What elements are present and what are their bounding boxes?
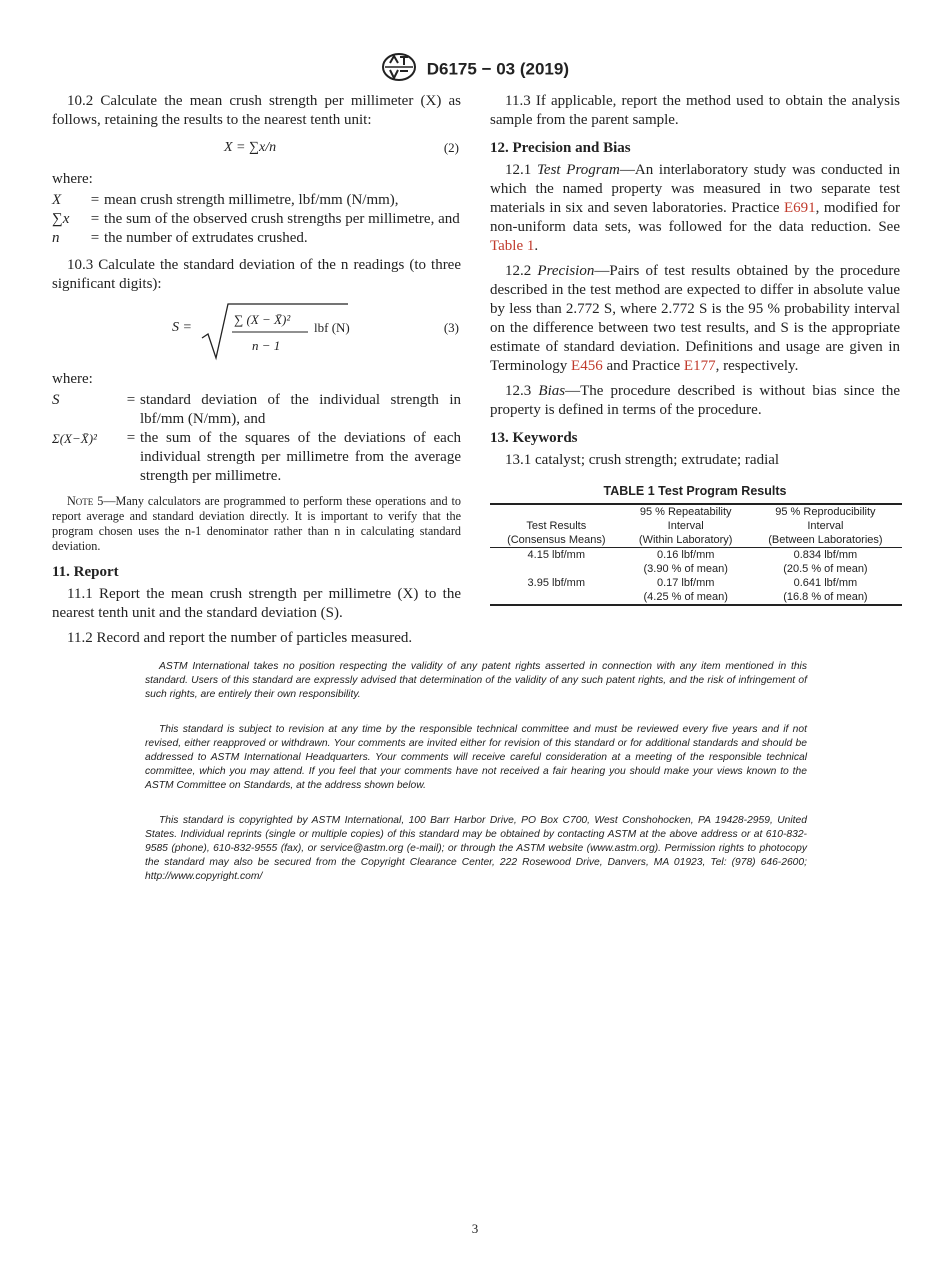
section-10-2: 10.2 Calculate the mean crush strength per millimeter (X) as follows, retaining the results to the nearest tenth unit: (52, 93, 461, 128)
note-text: —Many calculators are programmed to perform these operations and to report average and standard deviation directly. It is important to verify that the program chosen uses the n-1 denominator rather than n in calculating standard deviation. (52, 494, 462, 553)
section-11-heading: 11. Report (52, 564, 119, 580)
table-cell: 0.834 lbf/mm (793, 549, 858, 561)
definition-equals: = (90, 211, 100, 227)
results-table (490, 503, 902, 606)
table-cell: 3.95 lbf/mm (527, 577, 586, 589)
definition-symbol: S (52, 392, 60, 408)
equation-2-number: (2) (443, 140, 459, 155)
left-column (52, 92, 461, 654)
section-12-heading: 12. Precision and Bias (490, 140, 631, 156)
text: . (534, 238, 539, 254)
section-10-3: 10.3 Calculate the standard deviation of the n readings (to three significant digits): (52, 257, 461, 292)
term: Test Program (536, 162, 620, 178)
definition-symbol: n (52, 230, 60, 246)
equation-3-lhs: S = (172, 320, 192, 335)
text: and Practice (602, 358, 684, 374)
footer-patent-notice: ASTM International takes no position respecting the validity of any patent rights asserted in connection with any item mentioned in this standard. Users of this standard are expressly advised that determination of the validity of any such patent rights, and the risk of infringement of such rights, are entirely their own responsibility. (145, 661, 807, 700)
definition-row (52, 191, 461, 210)
astm-logo-icon (381, 52, 417, 87)
note-5 (52, 494, 461, 554)
table-cell (490, 562, 623, 576)
section-11-2: 11.2 Record and report the number of particles measured. (67, 630, 413, 646)
table-cell (490, 590, 623, 605)
equation-3-denominator: n − 1 (252, 338, 281, 353)
definition-equals: = (126, 392, 136, 408)
table-header: (Consensus Means) (507, 534, 606, 546)
table-header: 95 % Repeatability (639, 506, 732, 518)
text: —Pairs of test results obtained by the procedure described in the test method are expected to differ in absolute value by less than 2.772 S, where 2.772 S is the 95 % probability interval on the difference between two test results, and S is the appropriate estimate of standard deviation. Definitions and usage are given in Terminology (490, 263, 900, 374)
table-header (490, 504, 623, 519)
section-12-1 (490, 161, 900, 256)
definition-text: the sum of the squares of the deviations of each individual strength per millimetre from the average strength per millimetre. (140, 430, 461, 484)
definition-row (52, 210, 461, 229)
section-12-2 (490, 262, 900, 376)
footer-copyright-notice: This standard is copyrighted by ASTM International, 100 Barr Harbor Drive, PO Box C700, West Conshohocken, PA 19428-2959, United States. Individual reprints (single or multiple copies) of this standard may be obtained by contacting ASTM at the above address or at 610-832-9585 (phone), 610-832-9555 (fax), or service@astm.org (e-mail); or through the ASTM website (www.astm.org). Permission rights to photocopy the standard may also be secured from the Copyright Clearance Center, 222 Rosewood Drive, Danvers, MA 01923, Tel: (978) 646-2600; http://www.copyright.com/ (145, 815, 807, 882)
text: —An interlaboratory study was conducted in which the named property was measured in two separate test materials in six and seven laboratories. Practice (490, 162, 901, 216)
definition-text: mean crush strength millimetre, lbf/mm (N/mm), (104, 192, 399, 208)
link-table-1[interactable]: Table 1 (490, 238, 535, 254)
table-cell: 0.641 lbf/mm (793, 577, 858, 589)
section-13-heading: 13. Keywords (490, 430, 578, 446)
section-number: 12.1 (505, 162, 537, 178)
table-cell: (16.8 % of mean) (783, 591, 868, 603)
definition-equals: = (90, 192, 100, 208)
text: —The procedure described is without bias since the property is defined in terms of the procedure. (490, 383, 901, 418)
where-label: where: (52, 171, 93, 187)
table-cell: (20.5 % of mean) (783, 563, 868, 575)
table-header: Interval (807, 520, 844, 532)
definition-row (52, 429, 461, 486)
definition-equals: = (90, 230, 100, 246)
section-number: 12.3 (505, 383, 539, 399)
table-header: (Between Laboratories) (768, 534, 883, 546)
definition-text: standard deviation of the individual strength in lbf/mm (N/mm), and (140, 392, 461, 427)
table-header: Test Results (526, 520, 587, 532)
table-row (490, 562, 902, 576)
footer-revision-notice: This standard is subject to revision at any time by the responsible technical committee and must be reviewed every five years and if not revised, either reapproved or withdrawn. Your comments are invited either for revision of this standard or for additional standards and should be addressed to ASTM International Headquarters. Your comments will receive careful consideration at a meeting of the responsible technical committee, which you may attend. If you feel that your comments have not received a fair hearing you should make your views known to the ASTM Committee on Standards, at the address shown below. (145, 724, 807, 791)
text: , respectively. (715, 358, 799, 374)
equation-2 (52, 136, 461, 164)
term: Bias (538, 383, 566, 399)
equation-3-unit: lbf (N) (314, 320, 350, 335)
definition-text: the sum of the observed crush strengths per millimetre, and (104, 211, 460, 227)
table-header: Interval (667, 520, 704, 532)
page-number: 3 (471, 1221, 479, 1236)
definition-symbol: ∑x (52, 211, 70, 227)
table-cell: 0.16 lbf/mm (656, 549, 715, 561)
definition-symbol: X (52, 192, 62, 208)
table-cell: (4.25 % of mean) (643, 591, 728, 603)
section-13-1: 13.1 catalyst; crush strength; extrudate; radial (505, 452, 780, 468)
section-11-3: 11.3 If applicable, report the method used to obtain the analysis sample from the parent sample. (490, 93, 900, 128)
definition-symbol: Σ(X−X̄)² (52, 431, 97, 446)
designation: D6175 − 03 (2019) (426, 59, 569, 79)
link-e456[interactable]: E456 (571, 358, 603, 374)
definition-text: the number of extrudates crushed. (104, 230, 308, 246)
text: , modified for non-uniform data sets, was followed for the data reduction. See (490, 200, 900, 235)
table-header: (Within Laboratory) (638, 534, 733, 546)
definition-row (52, 229, 461, 248)
link-e691[interactable]: E691 (784, 200, 816, 216)
page-header (0, 52, 950, 87)
equation-3-numerator: ∑ (X − X̄)² (234, 312, 291, 327)
equation-3-number: (3) (443, 320, 459, 335)
equation-2-formula: X = ∑x/n (224, 140, 277, 155)
definition-equals: = (126, 430, 136, 446)
section-12-3 (490, 382, 900, 420)
table-cell: (3.90 % of mean) (643, 563, 728, 575)
section-11-1: 11.1 Report the mean crush strength per millimetre (X) to the nearest tenth unit and the standard deviation (S). (52, 586, 461, 621)
table-cell: 4.15 lbf/mm (527, 549, 586, 561)
table-cell: 0.17 lbf/mm (656, 577, 715, 589)
right-column (490, 92, 900, 606)
definition-row (52, 391, 461, 429)
table-row (490, 590, 902, 605)
footer-notices (145, 660, 807, 905)
equation-3 (52, 300, 461, 362)
section-number: 12.2 (505, 263, 538, 279)
table-header: 95 % Reproducibility (775, 506, 876, 518)
table-row (490, 576, 902, 590)
definitions-1 (52, 191, 461, 248)
table-title: TABLE 1 Test Program Results (603, 484, 787, 498)
where-label: where: (52, 371, 93, 387)
definitions-2 (52, 391, 461, 486)
table-row (490, 548, 902, 563)
term: Precision (537, 263, 595, 279)
note-label: Note 5 (67, 494, 104, 508)
link-e177[interactable]: E177 (683, 358, 716, 374)
